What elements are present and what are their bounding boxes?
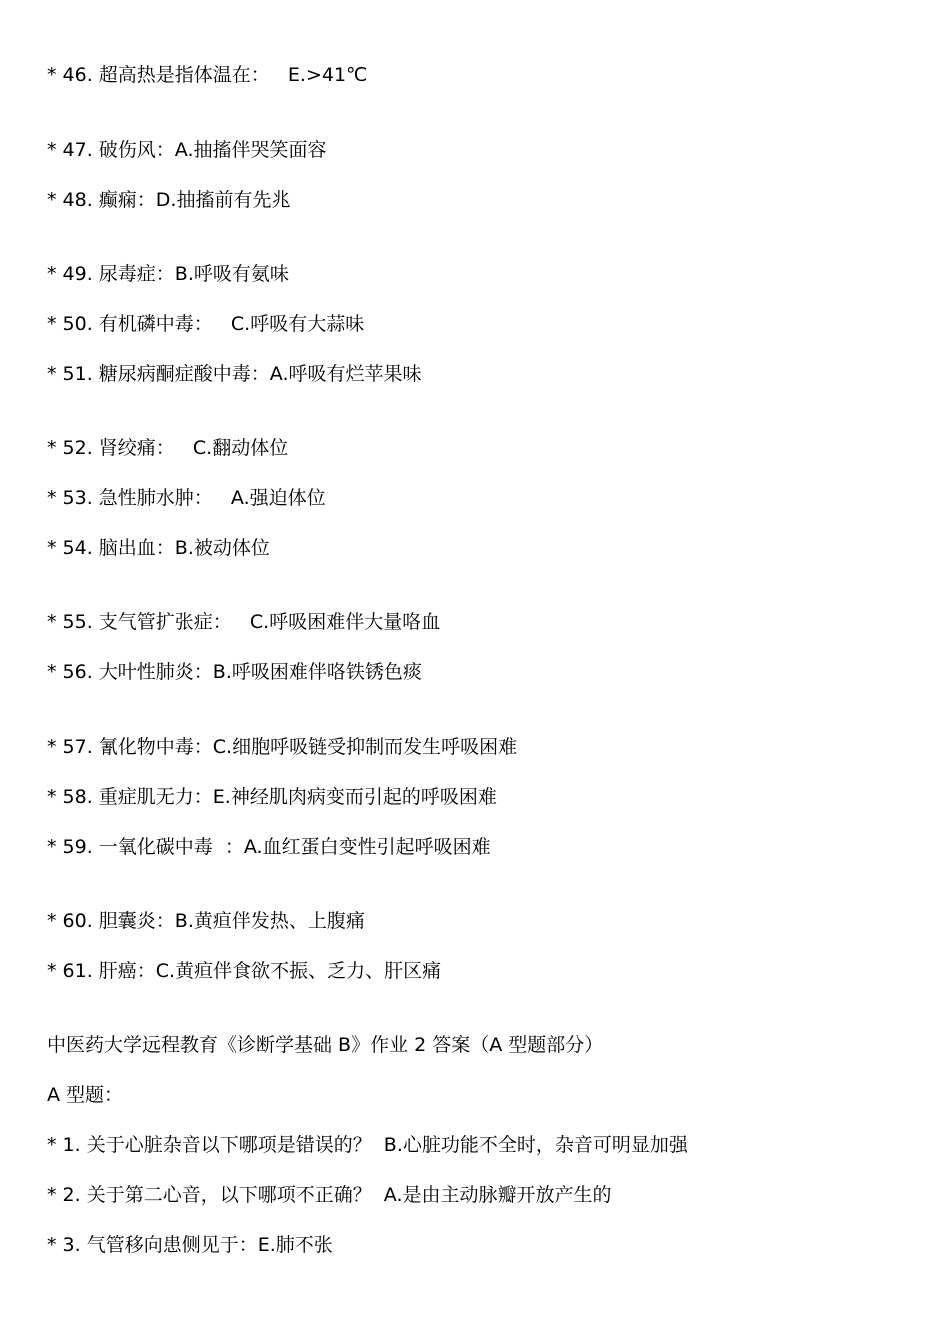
answer-line-52: * 52. 肾绞痛： C.翻动体位	[47, 437, 289, 459]
section-heading: 中医药大学远程教育《诊断学基础 B》作业 2 答案（A 型题部分）	[47, 1034, 604, 1056]
answer-line-2: * 2. 关于第二心音，以下哪项不正确？ A.是由主动脉瓣开放产生的	[47, 1184, 612, 1206]
answer-line-58: * 58. 重症肌无力：E.神经肌肉病变而引起的呼吸困难	[47, 786, 497, 808]
answer-line-48: * 48. 癫痫：D.抽搐前有先兆	[47, 189, 291, 211]
answer-line-56: * 56. 大叶性肺炎：B.呼吸困难伴咯铁锈色痰	[47, 661, 422, 683]
answer-line-57: * 57. 氰化物中毒：C.细胞呼吸链受抑制而发生呼吸困难	[47, 736, 518, 758]
answer-line-51: * 51. 糖尿病酮症酸中毒：A.呼吸有烂苹果味	[47, 363, 422, 385]
answer-line-49: * 49. 尿毒症：B.呼吸有氨味	[47, 263, 289, 285]
answer-line-61: * 61. 肝癌：C.黄疸伴食欲不振、乏力、肝区痛	[47, 960, 442, 982]
answer-line-47: * 47. 破伤风：A.抽搐伴哭笑面容	[47, 139, 327, 161]
answer-line-59: * 59. 一氧化碳中毒 ：A.血红蛋白变性引起呼吸困难	[47, 836, 491, 858]
answer-line-50: * 50. 有机磷中毒： C.呼吸有大蒜味	[47, 313, 365, 335]
answer-line-54: * 54. 脑出血：B.被动体位	[47, 537, 270, 559]
answer-line-55: * 55. 支气管扩张症： C.呼吸困难伴大量咯血	[47, 611, 441, 633]
answer-line-1: * 1. 关于心脏杂音以下哪项是错误的？ B.心脏功能不全时，杂音可明显加强	[47, 1134, 688, 1156]
question-type-label: A 型题：	[47, 1084, 124, 1106]
answer-line-60: * 60. 胆囊炎：B.黄疸伴发热、上腹痛	[47, 910, 365, 932]
answer-line-53: * 53. 急性肺水肿： A.强迫体位	[47, 487, 326, 509]
answer-line-3: * 3. 气管移向患侧见于：E.肺不张	[47, 1234, 333, 1256]
answer-line-46: * 46. 超高热是指体温在： E.>41℃	[47, 64, 368, 86]
